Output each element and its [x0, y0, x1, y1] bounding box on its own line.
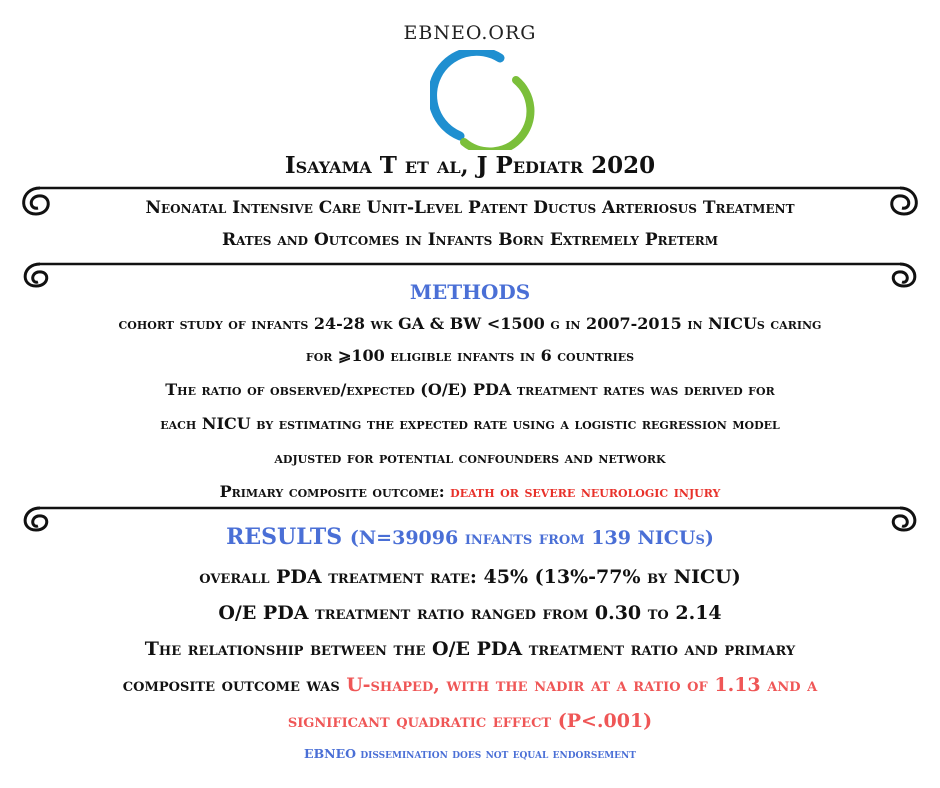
results-line-5: significant quadratic effect (P<.001): [287, 710, 653, 732]
results-heading: [0, 524, 940, 550]
methods-line-2: for ⩾100 eligible infants in 6 countries: [305, 346, 635, 365]
title-line-1: Neonatal Intensive Care Unit-Level Patent Ductus Arteriosus Treatment: [145, 198, 795, 218]
logo-circle-icon: [430, 50, 538, 150]
methods-line-5: adjusted for potential confounders and network: [274, 448, 666, 467]
article-title: [0, 192, 940, 256]
results-heading-main: RESULTS: [226, 524, 350, 550]
primary-outcome-label: Primary composite outcome:: [219, 482, 451, 501]
methods-heading: METHODS: [409, 280, 531, 304]
methods-line-1: cohort study of infants 24-28 wk GA & BW <1500 g in 2007-2015 in NICUs caring: [118, 314, 822, 333]
title-line-2: Rates and Outcomes in Infants Born Extremely Preterm: [221, 230, 719, 250]
results-line-1: overall PDA treatment rate: 45% (13%-77% by NICU): [199, 566, 741, 588]
disclaimer: EBNEO dissemination does not equal endorsement: [304, 746, 636, 761]
results-heading-detail: (N=39096 infants from 139 NICUs): [349, 527, 714, 549]
results-line-4-a: composite outcome was: [122, 674, 347, 696]
methods-line-3: The ratio of observed/expected (O/E) PDA treatment rates was derived for: [165, 380, 775, 399]
primary-outcome: [0, 482, 940, 501]
methods-line-4: each NICU by estimating the expected rate using a logistic regression model: [160, 414, 780, 433]
results-line-4-b: U-shaped, with the nadir at a ratio of 1.13 and a: [346, 674, 818, 696]
results-line-4: [0, 674, 940, 696]
primary-outcome-value: death or severe neurologic injury: [450, 482, 721, 501]
site-name: EBNEO.ORG: [403, 22, 537, 44]
results-line-2: O/E PDA treatment ratio ranged from 0.30 to 2.14: [218, 602, 722, 624]
results-line-3: The relationship between the O/E PDA treatment ratio and primary: [144, 638, 796, 660]
citation: Isayama T et al, J Pediatr 2020: [284, 152, 656, 179]
